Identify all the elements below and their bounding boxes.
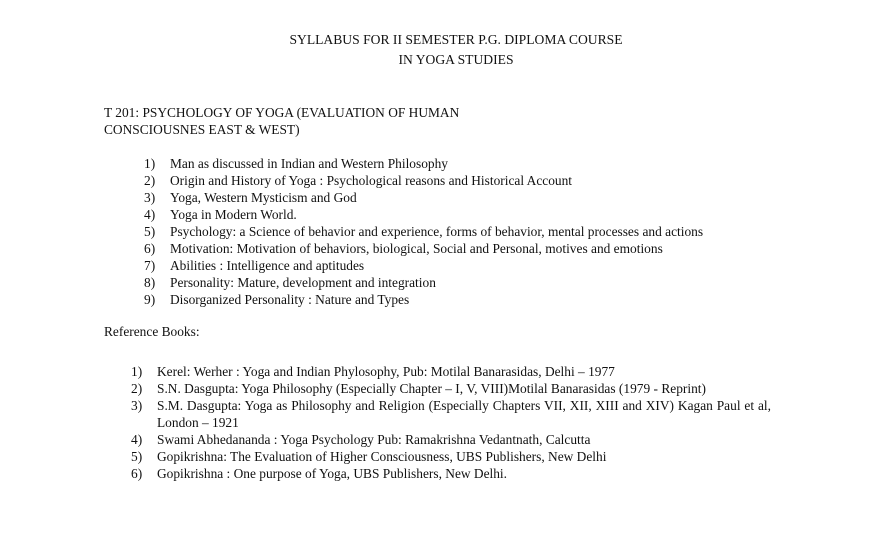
- item-text: Kerel: Werher : Yoga and Indian Phylosophy, Pub: Motilal Banarasidas, Delhi – 1977: [157, 364, 615, 379]
- syllabus-subtitle: IN YOGA STUDIES: [398, 52, 514, 67]
- item-text: Gopikrishna: The Evaluation of Higher Consciousness, UBS Publishers, New Delhi: [157, 449, 607, 464]
- reference-item: [131, 363, 771, 380]
- topic-list: [144, 155, 703, 308]
- list-item: [144, 223, 703, 240]
- item-number: 8): [144, 275, 156, 290]
- syllabus-title: SYLLABUS FOR II SEMESTER P.G. DIPLOMA COURSE: [289, 32, 623, 47]
- course-title: T 201: PSYCHOLOGY OF YOGA (EVALUATION OF HUMAN CONSCIOUSNES EAST & WEST): [104, 105, 460, 137]
- item-number: 6): [131, 466, 143, 481]
- list-item: [144, 189, 703, 206]
- item-text: Yoga in Modern World.: [170, 207, 297, 222]
- reference-list: [131, 363, 771, 482]
- item-number: 2): [144, 173, 156, 188]
- list-item: [144, 240, 703, 257]
- item-text: Abilities : Intelligence and aptitudes: [170, 258, 365, 273]
- item-number: 4): [131, 432, 143, 447]
- item-number: 4): [144, 207, 156, 222]
- item-number: 2): [131, 381, 143, 396]
- item-text: Motivation: Motivation of behaviors, biological, Social and Personal, motives and emotions: [170, 241, 663, 256]
- item-number: 3): [131, 398, 143, 413]
- item-number: 1): [131, 364, 143, 379]
- item-text: Personality: Mature, development and integration: [170, 275, 436, 290]
- reference-item: [131, 431, 771, 448]
- list-item: [144, 172, 703, 189]
- reference-item: [131, 380, 771, 397]
- item-number: 7): [144, 258, 156, 273]
- item-text: Origin and History of Yoga : Psychological reasons and Historical Account: [170, 173, 573, 188]
- item-number: 3): [144, 190, 156, 205]
- list-item: [144, 155, 703, 172]
- item-number: 1): [144, 156, 156, 171]
- item-text: Psychology: a Science of behavior and experience, forms of behavior, mental processes and actions: [170, 224, 704, 239]
- item-text: Yoga, Western Mysticism and God: [170, 190, 357, 205]
- item-text: S.N. Dasgupta: Yoga Philosophy (Especially Chapter – I, V, VIII)Motilal Banarasidas (1979 - Reprint): [157, 381, 706, 396]
- item-text: Man as discussed in Indian and Western Philosophy: [170, 156, 448, 171]
- list-item: [144, 291, 703, 308]
- reference-heading: Reference Books:: [104, 324, 200, 339]
- item-number: 9): [144, 292, 156, 307]
- item-text: Swami Abhedananda : Yoga Psychology Pub: Ramakrishna Vedantnath, Calcutta: [157, 432, 591, 447]
- item-text: S.M. Dasgupta: Yoga as Philosophy and Religion (Especially Chapters VII, XII, XIII and XIV) Kagan Paul et al, London – 1921: [157, 398, 771, 430]
- list-item: [144, 274, 703, 291]
- item-number: 6): [144, 241, 156, 256]
- reference-item: [131, 465, 771, 482]
- reference-item: [131, 397, 771, 431]
- list-item: [144, 257, 703, 274]
- list-item: [144, 206, 703, 223]
- item-number: 5): [131, 449, 143, 464]
- item-number: 5): [144, 224, 156, 239]
- reference-item: [131, 448, 771, 465]
- item-text: Disorganized Personality : Nature and Types: [170, 292, 410, 307]
- item-text: Gopikrishna : One purpose of Yoga, UBS Publishers, New Delhi.: [157, 466, 507, 481]
